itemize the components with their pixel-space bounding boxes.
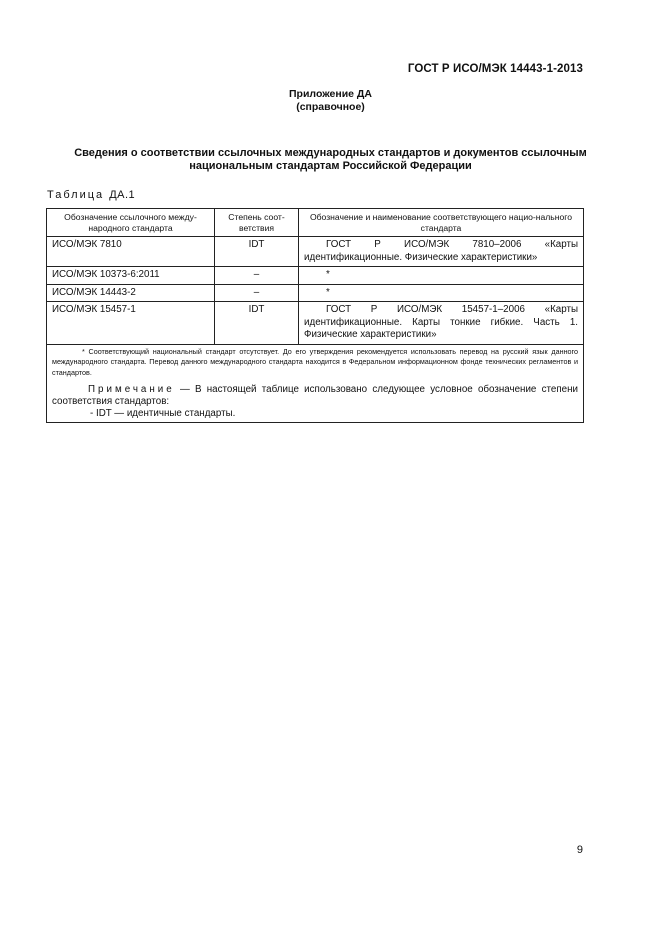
table-caption: [47, 189, 135, 201]
section-heading: [40, 147, 621, 173]
correspondence-table: [46, 208, 584, 423]
annex-subtitle: (справочное): [296, 101, 365, 113]
section-heading-line-1: Сведения о соответствии ссылочных международных стандартов и документов ссылочным: [74, 147, 587, 159]
cell-national-standard-text: ГОСТ Р ИСО/МЭК 7810–2006 «Карты идентификационные. Физические характеристики»: [304, 239, 578, 263]
cell-degree: –: [215, 267, 299, 285]
table-row: [47, 267, 584, 285]
cell-international-standard: ИСО/МЭК 10373-6:2011: [47, 267, 215, 285]
cell-national-standard-text: ГОСТ Р ИСО/МЭК 15457-1–2006 «Карты идентификационные. Карты тонкие гибкие. Часть 1. Физические характеристики»: [304, 304, 578, 340]
table-note-text: — В настоящей таблице использовано следующее условное обозначение степени соответствия стандартов:: [52, 384, 578, 407]
table-footnote: [52, 347, 578, 379]
table-footnote-text: * Соответствующий национальный стандарт отсутствует. До его утверждения рекомендуется использовать перевод на русский язык данного международного стандарта. Перевод данного международного стандарта находится в Федеральном информационном фонде технических регламентов и стандартов.: [52, 346, 578, 377]
cell-degree: IDT: [215, 237, 299, 267]
cell-degree: IDT: [215, 302, 299, 345]
table-row: [47, 237, 584, 267]
page-number: 9: [576, 844, 583, 856]
cell-national-standard: [299, 237, 584, 267]
table-note-item: - IDT — идентичные стандарты.: [90, 408, 236, 419]
cell-national-standard: [299, 302, 584, 345]
cell-national-standard-text: *: [326, 269, 330, 280]
cell-national-standard: [299, 284, 584, 302]
cell-national-standard: [299, 267, 584, 285]
cell-international-standard: ИСО/МЭК 15457-1: [47, 302, 215, 345]
cell-international-standard: ИСО/МЭК 14443-2: [47, 284, 215, 302]
column-header-national-standard: Обозначение и наименование соответствующего нацио-нального стандарта: [299, 209, 584, 237]
document-standard-code: ГОСТ Р ИСО/МЭК 14443-1-2013: [407, 63, 583, 75]
table-note: [52, 384, 578, 408]
column-header-degree: Степень соот-ветствия: [215, 209, 299, 237]
table-caption-number: ДА.1: [109, 189, 136, 201]
annex-title: Приложение ДА: [289, 88, 372, 100]
cell-degree: –: [215, 284, 299, 302]
cell-international-standard: ИСО/МЭК 7810: [47, 237, 215, 267]
column-header-international-standard: Обозначение ссылочного между-народного стандарта: [47, 209, 215, 237]
table-notes-row: [47, 344, 584, 423]
cell-national-standard-text: *: [326, 286, 330, 298]
table-note-label: Примечание: [88, 384, 175, 395]
table-notes-cell: [47, 344, 584, 423]
table-row: [47, 302, 584, 345]
table-header-row: [47, 209, 584, 237]
table-caption-word: Таблица: [47, 189, 105, 201]
annex-block: [0, 88, 661, 114]
table-row: [47, 284, 584, 302]
section-heading-line-2: национальным стандартам Российской Федерации: [189, 160, 472, 172]
